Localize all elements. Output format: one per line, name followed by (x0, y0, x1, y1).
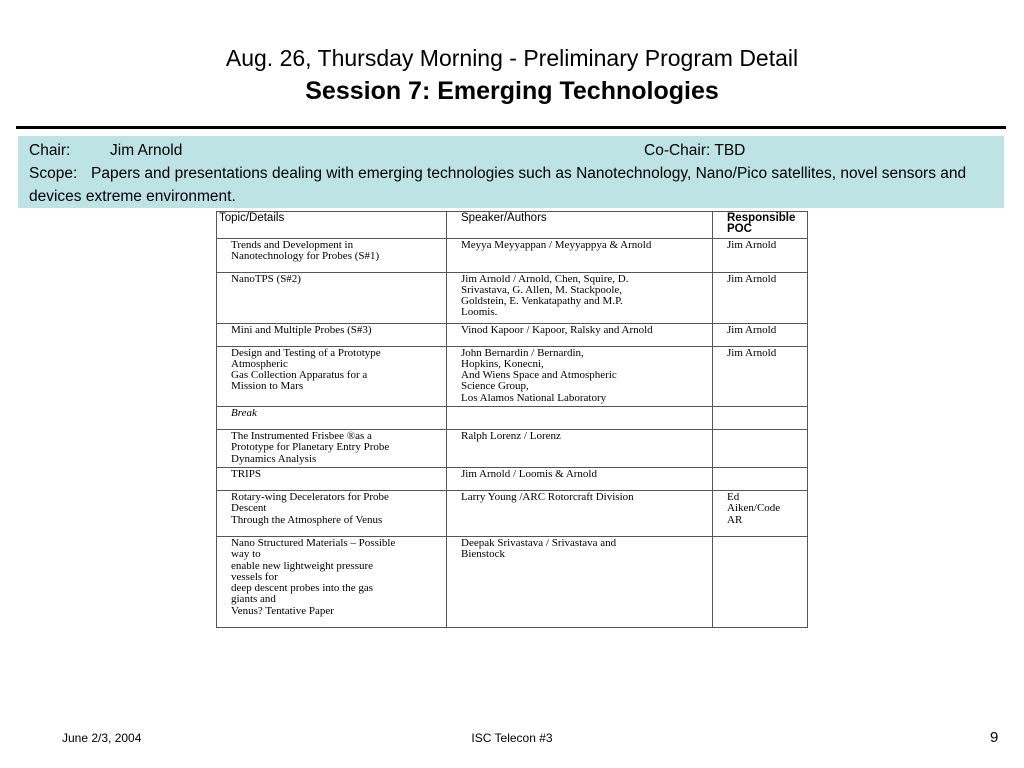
poc-cell (713, 536, 808, 627)
topic-cell-line: NanoTPS (S#2) (231, 273, 301, 285)
header-speaker: Speaker/Authors (447, 212, 713, 239)
speaker-cell-line: Loomis. (461, 307, 498, 319)
poc-cell-line: AR (727, 514, 743, 526)
table-row (217, 430, 808, 468)
table-body (217, 238, 808, 627)
speaker-cell-line: Srivastava, G. Allen, M. Stackpoole, (461, 284, 623, 296)
poc-cell-line: Jim Arnold (727, 273, 777, 285)
topic-cell-line: enable new lightweight pressure (231, 560, 374, 572)
speaker-cell-line: John Bernardin / Bernardin, (461, 347, 584, 359)
topic-cell-line: Nanotechnology for Probes (S#1) (231, 250, 380, 262)
title-divider (16, 126, 1006, 129)
speaker-cell-line: Meyya Meyyappan / Meyyappya & Arnold (461, 239, 652, 251)
topic-cell-line: Mini and Multiple Probes (S#3) (231, 324, 372, 336)
speaker-cell (447, 490, 713, 536)
table-row (217, 238, 808, 272)
speaker-cell-line: Jim Arnold / Arnold, Chen, Squire, D. (461, 273, 629, 285)
topic-cell-line: Venus? Tentative Paper (231, 605, 334, 617)
poc-cell (713, 407, 808, 430)
speaker-cell (447, 238, 713, 272)
speaker-cell (447, 346, 713, 406)
scope-text: Papers and presentations dealing with emerging technologies such as Nanotechnology, Nano/Pico satellites, novel sensors and devices extreme environment. (29, 165, 967, 205)
poc-cell (713, 346, 808, 406)
poc-cell-line: Ed (727, 491, 740, 503)
session-title: Session 7: Emerging Technologies (305, 77, 719, 105)
table-row (217, 407, 808, 430)
speaker-cell-line: And Wiens Space and Atmospheric (461, 370, 617, 382)
speaker-cell-line: Hopkins, Konecni, (461, 358, 544, 370)
topic-cell (217, 467, 447, 490)
topic-cell-line: deep descent probes into the gas (231, 583, 374, 595)
topic-cell (217, 323, 447, 346)
poc-cell (713, 490, 808, 536)
topic-cell-line: Design and Testing of a Prototype (231, 347, 381, 359)
page-number: 9 (990, 729, 999, 746)
scope-text-block (29, 162, 979, 208)
topic-cell (217, 272, 447, 323)
topic-cell-line: Dynamics Analysis (231, 453, 317, 465)
speaker-cell (447, 536, 713, 627)
table-header-row (217, 212, 808, 239)
speaker-cell (447, 467, 713, 490)
chair-label: Chair: (29, 142, 71, 159)
speaker-cell-line: Goldstein, E. Venkatapathy and M.P. (461, 296, 623, 308)
topic-cell (217, 490, 447, 536)
poc-cell-line: Jim Arnold (727, 239, 777, 251)
topic-cell-line: Atmospheric (231, 358, 288, 370)
speaker-cell (447, 430, 713, 468)
topic-cell-line: Prototype for Planetary Entry Probe (231, 442, 390, 454)
topic-cell-line: Gas Collection Apparatus for a (231, 370, 368, 382)
poc-cell (713, 272, 808, 323)
slide-title: Aug. 26, Thursday Morning - Preliminary Program Detail (225, 45, 799, 71)
header-poc: Responsible POC (713, 212, 808, 239)
topic-cell-line: Rotary-wing Decelerators for Probe (231, 491, 389, 503)
speaker-cell-line: Los Alamos National Laboratory (461, 392, 607, 404)
header-topic: Topic/Details (217, 212, 447, 239)
scope-label: Scope: (29, 165, 78, 182)
table-row (217, 536, 808, 627)
table-row (217, 490, 808, 536)
speaker-cell-line: Bienstock (461, 549, 505, 561)
poc-cell (713, 430, 808, 468)
poc-cell (713, 323, 808, 346)
topic-cell-line: Descent (231, 503, 267, 515)
poc-cell (713, 238, 808, 272)
topic-cell (217, 430, 447, 468)
table-row (217, 346, 808, 406)
topic-cell-line: Break (231, 408, 257, 420)
poc-cell-line: Aiken/Code (727, 503, 781, 515)
topic-cell-line: Nano Structured Materials – Possible (231, 537, 396, 549)
speaker-cell-line: Science Group, (461, 381, 529, 393)
topic-cell-line: The Instrumented Frisbee ®as a (231, 431, 372, 443)
topic-cell-line: Mission to Mars (231, 381, 304, 393)
topic-cell-line: vessels for (231, 571, 278, 583)
topic-cell (217, 238, 447, 272)
table-row (217, 272, 808, 323)
speaker-cell (447, 272, 713, 323)
topic-cell (217, 407, 447, 430)
topic-cell-line: TRIPS (231, 468, 261, 480)
topic-cell-line: Through the Atmosphere of Venus (231, 514, 383, 526)
program-table (216, 211, 808, 628)
table-row (217, 323, 808, 346)
cochair-text: Co-Chair: TBD (644, 142, 746, 159)
poc-cell-line: Jim Arnold (727, 347, 777, 359)
speaker-cell (447, 323, 713, 346)
session-info-box (18, 136, 1004, 208)
speaker-cell-line: Deepak Srivastava / Srivastava and (461, 537, 617, 549)
speaker-cell-line: Vinod Kapoor / Kapoor, Ralsky and Arnold (461, 324, 653, 336)
poc-cell (713, 467, 808, 490)
topic-cell-line: way to (231, 549, 261, 561)
topic-cell (217, 536, 447, 627)
poc-cell-line: Jim Arnold (727, 324, 777, 336)
topic-cell-line: giants and (231, 594, 276, 606)
speaker-cell-line: Ralph Lorenz / Lorenz (461, 431, 561, 443)
table-row (217, 467, 808, 490)
speaker-cell (447, 407, 713, 430)
chair-name: Jim Arnold (110, 142, 183, 159)
footer-center: ISC Telecon #3 (471, 731, 553, 745)
speaker-cell-line: Jim Arnold / Loomis & Arnold (461, 468, 597, 480)
topic-cell (217, 346, 447, 406)
speaker-cell-line: Larry Young /ARC Rotorcraft Division (461, 491, 634, 503)
footer-date: June 2/3, 2004 (62, 731, 142, 745)
topic-cell-line: Trends and Development in (231, 239, 354, 251)
